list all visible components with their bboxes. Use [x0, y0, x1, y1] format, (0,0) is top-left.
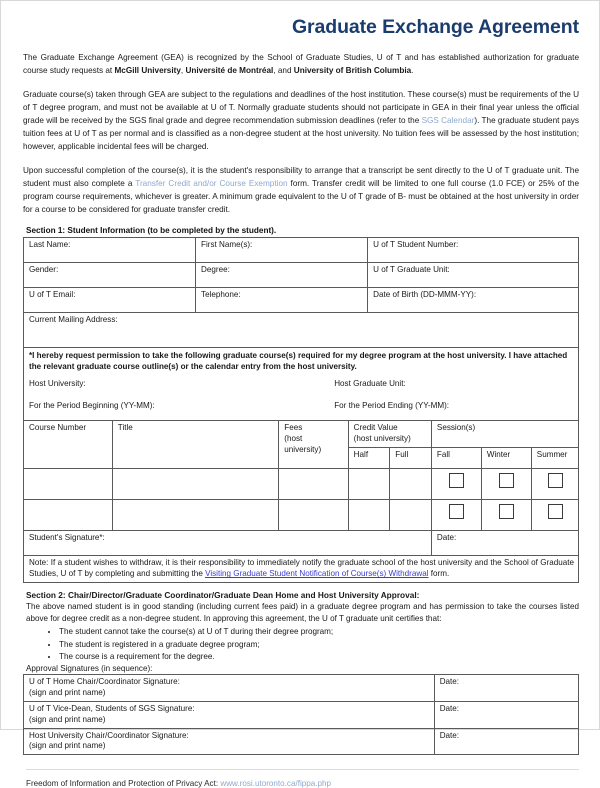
- withdrawal-note-text-a: Note: If a student wishes to withdraw, it is their responsibility to immediately notify the graduate school of the host university and the School of Graduate Studies, U of T by completing and submitting the: [29, 558, 574, 579]
- cell-winter[interactable]: [481, 500, 531, 531]
- cell-fall[interactable]: [431, 500, 481, 531]
- permission-block: [24, 347, 579, 420]
- intro-paragraph-1: [23, 52, 579, 78]
- sgs-calendar-link[interactable]: SGS Calendar: [421, 116, 475, 126]
- approval-signatures-label: Approval Signatures (in sequence):: [26, 663, 153, 673]
- period-row: [29, 396, 574, 419]
- course-table: [23, 420, 579, 583]
- vice-dean-sign-print: (sign and print name): [29, 714, 106, 724]
- cell-half[interactable]: [348, 500, 390, 531]
- field-date-of-birth[interactable]: Date of Birth (DD-MMM-YY):: [368, 287, 579, 312]
- cell-title[interactable]: [112, 469, 279, 500]
- intro-p3-text-a: Upon successful completion of the course(s), it is the student's responsibility to arrange that a transcript be sent directly to the U of T graduate unit. The student must also complete a: [23, 166, 579, 189]
- header-fees-line3: university): [284, 445, 322, 455]
- list-item: • The course is a requirement for the degree.: [59, 651, 579, 663]
- cell-course-number[interactable]: [24, 469, 113, 500]
- section-2-body: The above named student is in good standing (including current fees paid) in a graduate degree program and has permission to take the courses listed above for degree credit as a non-degree student. In approving this agreement, the U of T graduate unit certifies that:: [26, 602, 579, 624]
- checkbox-winter[interactable]: [499, 504, 514, 519]
- intro-p1-bold-montreal: Université de Montréal: [185, 66, 274, 76]
- header-fall: Fall: [431, 448, 481, 469]
- header-half: Half: [348, 448, 390, 469]
- cell-course-number[interactable]: [24, 500, 113, 531]
- checkbox-summer[interactable]: [548, 504, 563, 519]
- field-host-chair-signature[interactable]: [24, 728, 435, 755]
- intro-p3-text-b: form. Transfer credit will be limited to one full course (1.0 FCE) or 25% of the program course requirements, whichever is greater. A minimum grade equivalent to the U of T grade of B- must be obtained at the host university in order for a course to be considered for graduate transfer credit.: [23, 179, 579, 214]
- field-period-beginning[interactable]: For the Period Beginning (YY-MM):: [29, 400, 155, 410]
- table-row: [24, 701, 579, 728]
- table-row: [24, 287, 579, 312]
- header-summer: Summer: [531, 448, 578, 469]
- field-student-signature[interactable]: Student's Signature*:: [24, 531, 432, 556]
- host-chair-sign-print: (sign and print name): [29, 741, 106, 751]
- intro-p1-period: .: [411, 66, 414, 76]
- field-home-chair-signature[interactable]: [24, 674, 435, 701]
- section-2: [23, 590, 579, 673]
- transfer-credit-link[interactable]: Transfer Credit and/or Course Exemption: [135, 179, 288, 189]
- header-credit-line1: Credit Value: [353, 423, 398, 433]
- intro-paragraph-2: [23, 89, 579, 154]
- withdraw-note-row: [24, 556, 579, 583]
- list-item: • The student is registered in a graduate degree program;: [59, 639, 579, 651]
- header-sessions: Session(s): [431, 421, 578, 448]
- table-row: [24, 237, 579, 262]
- field-graduate-unit[interactable]: U of T Graduate Unit:: [368, 262, 579, 287]
- field-first-name[interactable]: First Name(s):: [196, 237, 368, 262]
- intro-p1-sep-1: ,: [180, 66, 186, 76]
- page-title: Graduate Exchange Agreement: [291, 16, 579, 38]
- field-gender[interactable]: Gender:: [24, 262, 196, 287]
- course-table-header-row: [24, 421, 579, 448]
- header-fees-line1: Fees: [284, 423, 303, 433]
- section-1-heading: Section 1: Student Information (to be completed by the student).: [26, 225, 277, 235]
- host-row: [29, 373, 574, 396]
- header-course-number: Course Number: [24, 421, 113, 469]
- intro-p1-text-a: The Graduate Exchange Agreement (GEA) is recognized by the School of Graduate Studies, U of T and has established authorization for graduate course study requests at: [23, 53, 579, 76]
- checkbox-fall[interactable]: [449, 504, 464, 519]
- cell-full[interactable]: [390, 500, 432, 531]
- withdrawal-form-link[interactable]: Visiting Graduate Student Notification of Course(s) Withdrawal: [205, 569, 429, 579]
- intro-p2-text-b: ). The graduate student pays tuition fees at U of T as per normal and is classified as a non-degree student at the host university. No tuition fees will be assessed by the host institution; however, applicable incidental fees will be charged.: [23, 116, 579, 152]
- header-credit-line2: (host university): [353, 434, 411, 444]
- intro-p1-sep-2: , and: [273, 66, 294, 76]
- field-email[interactable]: U of T Email:: [24, 287, 196, 312]
- field-student-number[interactable]: U of T Student Number:: [368, 237, 579, 262]
- field-vice-dean-signature[interactable]: [24, 701, 435, 728]
- checkbox-fall[interactable]: [449, 473, 464, 488]
- cell-fall[interactable]: [431, 469, 481, 500]
- field-host-graduate-unit[interactable]: Host Graduate Unit:: [334, 378, 406, 388]
- table-row: [24, 262, 579, 287]
- header-title: Title: [112, 421, 279, 469]
- field-vice-dean-date[interactable]: Date:: [434, 701, 578, 728]
- header-winter: Winter: [481, 448, 531, 469]
- table-row: [24, 469, 579, 500]
- footer-text: Freedom of Information and Protection of Privacy Act:: [26, 779, 221, 788]
- intro-p1-bold-mcgill: McGill University: [114, 66, 181, 76]
- field-home-chair-date[interactable]: Date:: [434, 674, 578, 701]
- home-chair-sign-print: (sign and print name): [29, 687, 106, 697]
- cell-full[interactable]: [390, 469, 432, 500]
- student-information-table: [23, 237, 579, 421]
- withdrawal-note-text-b: form.: [428, 569, 450, 579]
- intro-paragraph-3: [23, 165, 579, 217]
- field-degree[interactable]: Degree:: [196, 262, 368, 287]
- field-telephone[interactable]: Telephone:: [196, 287, 368, 312]
- permission-statement: *I hereby request permission to take the following graduate course(s) required for my degree program at the host university. I have attached the relevant graduate course outline(s) or the calendar entry from the host university.: [29, 350, 568, 372]
- table-row: [24, 312, 579, 347]
- field-period-ending[interactable]: For the Period Ending (YY-MM):: [334, 400, 450, 410]
- field-host-chair-date[interactable]: Date:: [434, 728, 578, 755]
- intro-p2-text-a: Graduate course(s) taken through GEA are subject to the regulations and deadlines of the host institution. These course(s) must be requirements of the U of T degree program, and must not be available at U of T. Normally graduate students should not participate in GEA in their final year unless the official grade will be received by the SGS final grade and degree recommendation submission deadlines (refer to the: [23, 90, 579, 126]
- withdrawal-note: [24, 556, 579, 583]
- fippa-link[interactable]: www.rosi.utoronto.ca/fippa.php: [220, 779, 332, 788]
- cell-fees[interactable]: [279, 469, 348, 500]
- approval-signature-table: [23, 674, 579, 756]
- table-row: [24, 500, 579, 531]
- cell-title[interactable]: [112, 500, 279, 531]
- table-row: [24, 674, 579, 701]
- section-2-heading: Section 2: Chair/Director/Graduate Coordinator/Graduate Dean Home and Host University Approval:: [26, 590, 420, 601]
- cell-summer[interactable]: [531, 500, 578, 531]
- table-row: [24, 728, 579, 755]
- header-credit-value: [348, 421, 431, 448]
- field-host-university[interactable]: Host University:: [29, 378, 86, 388]
- header-fees: [279, 421, 348, 469]
- field-mailing-address[interactable]: Current Mailing Address:: [24, 312, 579, 347]
- header-fees-line2: (host: [284, 434, 303, 444]
- vice-dean-label: U of T Vice-Dean, Students of SGS Signature:: [29, 703, 195, 713]
- cell-summer[interactable]: [531, 469, 578, 500]
- footer: [26, 769, 579, 788]
- home-chair-label: U of T Home Chair/Coordinator Signature:: [29, 676, 180, 686]
- checkbox-winter[interactable]: [499, 473, 514, 488]
- checkbox-summer[interactable]: [548, 473, 563, 488]
- certification-criteria-list: [23, 626, 579, 662]
- student-signature-row: [24, 531, 579, 556]
- cell-winter[interactable]: [481, 469, 531, 500]
- host-chair-label: Host University Chair/Coordinator Signature:: [29, 730, 189, 740]
- intro-p1-bold-ubc: University of British Columbia: [293, 66, 412, 76]
- cell-half[interactable]: [348, 469, 390, 500]
- list-item: • The student cannot take the course(s) at U of T during their degree program;: [59, 626, 579, 638]
- field-student-signature-date[interactable]: Date:: [431, 531, 578, 556]
- field-last-name[interactable]: Last Name:: [24, 237, 196, 262]
- cell-fees[interactable]: [279, 500, 348, 531]
- header-full: Full: [390, 448, 432, 469]
- table-row: [24, 347, 579, 420]
